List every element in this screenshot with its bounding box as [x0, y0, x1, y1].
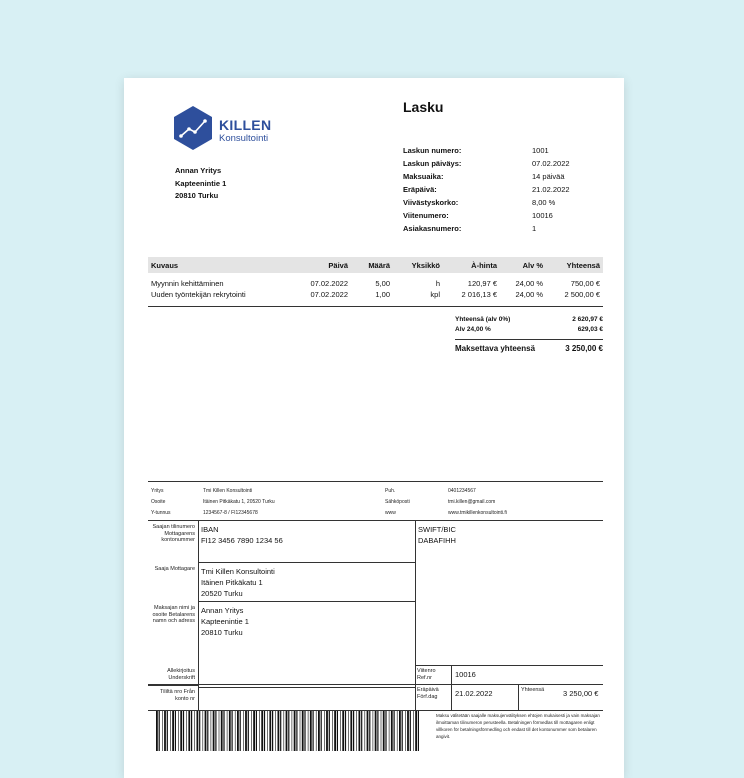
vat-value: 629,03 €: [577, 326, 603, 333]
col-header-unit: Yksikkö: [393, 257, 443, 273]
barcode-bar: [284, 711, 285, 751]
barcode-bar: [318, 711, 320, 751]
amount-due-value: 3 250,00 €: [565, 344, 603, 353]
barcode-bar: [197, 711, 199, 751]
items-divider: [148, 306, 603, 307]
barcode-bar: [256, 711, 257, 751]
table-row: [148, 273, 603, 289]
barcode-bar: [211, 711, 212, 751]
barcode-bar: [324, 711, 325, 751]
barcode-bar: [162, 711, 163, 751]
reference-label: Viitenro Ref.nr: [417, 668, 436, 681]
barcode-bar: [221, 711, 223, 751]
form-line: [415, 520, 416, 711]
barcode-bar: [259, 711, 260, 751]
barcode-bar: [167, 711, 168, 751]
barcode-bar: [418, 711, 419, 751]
form-line: [518, 684, 519, 711]
meta-label: Viivästyskorko:: [403, 198, 459, 207]
barcode-bar: [175, 711, 176, 751]
meta-value: 14 päivää: [532, 172, 565, 181]
barcode-bar: [183, 711, 184, 751]
logo-name: KILLEN: [219, 117, 272, 133]
footer-id-value: 1234567-8 / FI12345678: [203, 510, 258, 516]
barcode-bar: [267, 711, 268, 751]
item-vat: 24,00 %: [515, 279, 543, 288]
barcode-bar: [402, 711, 403, 751]
meta-label: Laskun numero:: [403, 146, 462, 155]
footer-company-value: Tmi Killen Konsultointi: [203, 488, 253, 494]
subtotal-row: [455, 316, 603, 326]
due-date-value: 21.02.2022: [455, 689, 493, 698]
company-logo: [173, 105, 283, 155]
item-quantity: 5,00: [375, 279, 390, 288]
footer-email-label: Sähköposti: [385, 499, 410, 505]
meta-value: 1001: [532, 146, 549, 155]
iban-value: FI12 3456 7890 1234 56: [201, 536, 283, 545]
barcode-bar: [359, 711, 361, 751]
barcode-bar: [407, 711, 409, 751]
payer-street: Kapteenintie 1: [201, 617, 249, 626]
meta-label: Asiakasnumero:: [403, 224, 462, 233]
subtotal-label: Yhteensä (alv 0%): [455, 316, 511, 323]
barcode-bar: [248, 711, 249, 751]
due-date-label: Eräpäivä Förf.dag: [417, 687, 439, 700]
barcode-bar: [316, 711, 317, 751]
barcode-bar: [203, 711, 204, 751]
meta-label: Laskun päiväys:: [403, 159, 462, 168]
recipient-address: [175, 165, 226, 203]
item-unit-price: 2 016,13 €: [461, 290, 497, 299]
amount-due-row: [455, 339, 603, 356]
barcode-bar: [156, 711, 158, 751]
logo-subtitle: Konsultointi: [219, 133, 269, 144]
col-header-date: Päivä: [283, 257, 351, 273]
barcode-bar: [213, 711, 215, 751]
barcode-bar: [353, 711, 354, 751]
vat-row: [455, 326, 603, 336]
barcode-bar: [389, 711, 390, 751]
item-description: Myynnin kehittäminen: [151, 279, 224, 288]
item-date: 07.02.2022: [310, 290, 348, 299]
barcode-bar: [300, 711, 301, 751]
footer-company-label: Yritys: [151, 488, 164, 494]
col-header-vat: Alv %: [500, 257, 546, 273]
form-line: [148, 684, 603, 685]
reference-value: 10016: [455, 670, 476, 679]
form-line: [198, 601, 415, 602]
barcode-bar: [377, 711, 378, 751]
footer-values-right: [448, 486, 507, 519]
total-label: Yhteensä: [521, 687, 545, 693]
col-header-quantity: Määrä: [351, 257, 393, 273]
barcode-bar: [391, 711, 393, 751]
recipient-street: Kapteenintie 1: [175, 178, 227, 188]
barcode-bar: [207, 711, 208, 751]
barcode-bar: [405, 711, 406, 751]
barcode-bar: [367, 711, 369, 751]
footer-phone-value: 0401234567: [448, 488, 476, 494]
item-description: Uuden työntekijän rekrytointi: [151, 290, 246, 299]
meta-label: Viitenumero:: [403, 211, 449, 220]
swift-value: DABAFIHH: [418, 536, 456, 545]
barcode-bar: [340, 711, 341, 751]
payee-street: Itäinen Pitkäkatu 1: [201, 578, 263, 587]
footer-web-value: www.tmikillenkonsultointi.fi: [448, 510, 507, 516]
barcode-bar: [302, 711, 304, 751]
subtotal-value: 2 620,97 €: [572, 316, 603, 323]
barcode-bar: [253, 711, 255, 751]
signature-line: [198, 687, 415, 688]
recipient-city: 20810 Turku: [175, 191, 219, 200]
item-unit-price: 120,97 €: [467, 279, 497, 288]
barcode-bar: [275, 711, 276, 751]
meta-value: 07.02.2022: [532, 159, 570, 168]
barcode-bar: [278, 711, 280, 751]
barcode-bar: [329, 711, 330, 751]
footer-web-label: www: [385, 510, 396, 516]
item-unit: h: [435, 279, 440, 288]
col-header-description: Kuvaus: [148, 257, 283, 273]
barcode-bar: [186, 711, 187, 751]
barcode-bar: [369, 711, 370, 751]
barcode-bar: [205, 711, 207, 751]
recipient-name: Annan Yritys: [175, 166, 222, 175]
barcode-bar: [385, 711, 386, 751]
barcode-bar: [413, 711, 414, 751]
meta-value: 8,00 %: [532, 198, 556, 207]
barcode-bar: [321, 711, 322, 751]
barcode-bar: [375, 711, 377, 751]
item-vat: 24,00 %: [515, 290, 543, 299]
barcode-bar: [272, 711, 273, 751]
barcode-bar: [164, 711, 166, 751]
payer-label: Maksajan nimi ja osoite Betalarens namn och adress: [152, 605, 195, 624]
barcode-bar: [356, 711, 357, 751]
account-label: Saajan tilinumero Mottagarens kontonummer: [152, 524, 195, 543]
footer-divider: [148, 481, 603, 482]
barcode-bar: [178, 711, 179, 751]
payer-name: Annan Yritys: [201, 606, 244, 615]
barcode-bar: [269, 711, 271, 751]
col-header-unit-price: À-hinta: [443, 257, 500, 273]
barcode-bar: [399, 711, 401, 751]
barcode-bar: [410, 711, 411, 751]
barcode-bar: [194, 711, 195, 751]
barcode-bar: [313, 711, 314, 751]
barcode-bar: [191, 711, 192, 751]
barcode-bar: [342, 711, 344, 751]
totals-block: [455, 316, 603, 356]
barcode-bar: [172, 711, 174, 751]
barcode-bar: [337, 711, 338, 751]
barcode-bar: [159, 711, 160, 751]
item-date: 07.02.2022: [310, 279, 348, 288]
barcode-bar: [232, 711, 233, 751]
meta-label: Maksuaika:: [403, 172, 444, 181]
form-line: [451, 665, 452, 711]
meta-value: 1: [532, 224, 537, 233]
footer-address-value: Itäinen Pitkäkatu 1, 20520 Turku: [203, 499, 275, 505]
barcode-bar: [264, 711, 265, 751]
barcode-bar: [188, 711, 190, 751]
barcode-bar: [243, 711, 244, 751]
footer-id-label: Y-tunnus: [151, 510, 171, 516]
meta-label: Eräpäivä:: [403, 185, 437, 194]
barcode-bar: [308, 711, 309, 751]
barcode-bar: [332, 711, 333, 751]
barcode-bar: [235, 711, 236, 751]
barcode-bar: [334, 711, 336, 751]
barcode-bar: [237, 711, 239, 751]
invoice-title: Lasku: [403, 99, 444, 115]
payee-city: 20520 Turku: [201, 589, 243, 598]
meta-value: 10016: [532, 211, 553, 220]
footer-values-left: [203, 486, 275, 519]
barcode-bar: [345, 711, 346, 751]
from-account-label: Tililtä nro Från konto nr: [160, 689, 195, 702]
barcode-bar: [394, 711, 395, 751]
footer-labels-right: [385, 486, 410, 519]
payee-label: Saaja Mottagare: [154, 566, 195, 572]
item-unit: kpl: [430, 290, 440, 299]
barcode-bar: [350, 711, 352, 751]
barcode: [156, 711, 420, 751]
form-line: [148, 685, 198, 686]
hexagon-chart-icon: [173, 105, 213, 151]
barcode-bar: [229, 711, 231, 751]
item-quantity: 1,00: [375, 290, 390, 299]
table-row: [148, 289, 603, 300]
barcode-bar: [180, 711, 182, 751]
form-line: [148, 520, 603, 521]
barcode-bar: [397, 711, 398, 751]
barcode-bar: [288, 711, 289, 751]
barcode-bar: [245, 711, 247, 751]
barcode-bar: [227, 711, 228, 751]
barcode-bar: [199, 711, 200, 751]
barcode-bar: [361, 711, 362, 751]
items-header-row: [148, 257, 603, 273]
swift-label: SWIFT/BIC: [418, 525, 456, 534]
footer-address-label: Osoite: [151, 499, 166, 505]
barcode-bar: [219, 711, 220, 751]
items-table: [148, 257, 603, 300]
signature-label: Allekirjoitus Underskrift: [167, 668, 195, 681]
barcode-bar: [296, 711, 297, 751]
footer-email-value: tmi.killen@gmail.com: [448, 499, 496, 505]
footer-phone-label: Puh.: [385, 488, 396, 494]
barcode-bar: [215, 711, 216, 751]
barcode-bar: [383, 711, 385, 751]
barcode-bar: [223, 711, 224, 751]
invoice-page: [124, 78, 624, 778]
barcode-bar: [348, 711, 349, 751]
barcode-bar: [286, 711, 288, 751]
barcode-bar: [304, 711, 305, 751]
form-line: [198, 562, 415, 563]
meta-value: 21.02.2022: [532, 185, 570, 194]
payment-notice: Maksu välitetään saajalle maksujenvälityksen ehtojen mukaisesti ja vain maksajan ilmoittaman tilinumeron perusteella. Betalningen förmedlas till mottagaren enligt villkoren för betalningsförmedling och endast till det kontonummer som betalaren angivit.: [436, 713, 600, 739]
barcode-bar: [294, 711, 296, 751]
barcode-bar: [280, 711, 281, 751]
item-total: 2 500,00 €: [564, 290, 600, 299]
barcode-bar: [292, 711, 293, 751]
barcode-bar: [170, 711, 171, 751]
barcode-bar: [310, 711, 312, 751]
barcode-bar: [240, 711, 241, 751]
total-value: 3 250,00 €: [563, 689, 599, 698]
payee-name: Tmi Killen Konsultointi: [201, 567, 275, 576]
payer-city: 20810 Turku: [201, 628, 243, 637]
barcode-bar: [381, 711, 382, 751]
footer-labels-left: [151, 486, 171, 519]
vat-label: Alv 24,00 %: [455, 326, 491, 333]
item-total: 750,00 €: [570, 279, 600, 288]
barcode-bar: [261, 711, 263, 751]
barcode-bar: [326, 711, 328, 751]
form-line: [198, 520, 199, 711]
barcode-bar: [415, 711, 417, 751]
barcode-bar: [251, 711, 252, 751]
iban-label: IBAN: [201, 525, 219, 534]
barcode-bar: [365, 711, 366, 751]
barcode-bar: [373, 711, 374, 751]
amount-due-label: Maksettava yhteensä: [455, 344, 536, 353]
col-header-total: Yhteensä: [546, 257, 603, 273]
form-line: [415, 665, 603, 666]
